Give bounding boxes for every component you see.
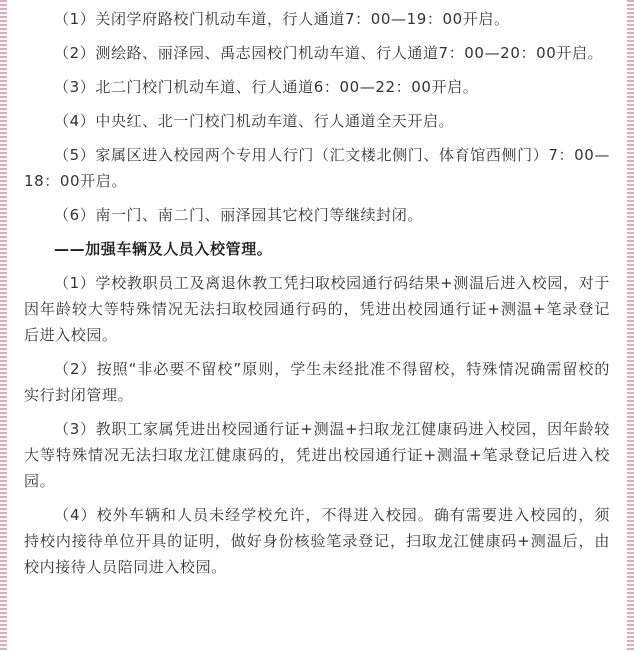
entry-rule-4: （4）校外车辆和人员未经学校允许，不得进入校园。确有需要进入校园的，须持校内接待单位开具的证明，做好身份核验笔录登记，扫取龙江健康码+测温后，由校内接待人员陪同进入校园。 bbox=[24, 506, 610, 576]
gate-rule-4: （4）中央红、北一门校门机动车道、行人通道全天开启。 bbox=[54, 112, 455, 130]
gate-rule-2: （2）测绘路、丽泽园、禹志园校门机动车道、行人通道7：00—20：00开启。 bbox=[54, 44, 604, 62]
gate-rule-5: （5）家属区进入校园两个专用人行门（汇文楼北侧门、体育馆西侧门）7：00—18：00开启。 bbox=[24, 146, 610, 190]
entry-rule-1: （1）学校教职员工及离退休教工凭扫取校园通行码结果+测温后进入校园，对于因年龄较大等特殊情况无法扫取校园通行码的，凭进出校园通行证+测温+笔录登记后进入校园。 bbox=[24, 274, 610, 344]
decorative-border-right bbox=[627, 0, 634, 651]
gate-rule-3: （3）北二门校门机动车道、行人通道6：00—22：00开启。 bbox=[54, 78, 479, 96]
entry-rule-2: （2）按照“非必要不留校”原则，学生未经批准不得留校，特殊情况确需留校的实行封闭管理。 bbox=[24, 360, 610, 404]
article-body bbox=[24, 6, 610, 588]
section-heading: ——加强车辆及人员入校管理。 bbox=[54, 240, 273, 258]
decorative-border-left bbox=[0, 0, 7, 651]
gate-rule-6: （6）南一门、南二门、丽泽园其它校门等继续封闭。 bbox=[54, 206, 423, 224]
gate-rule-1: （1）关闭学府路校门机动车道，行人通道7：00—19：00开启。 bbox=[54, 10, 510, 28]
entry-rule-3: （3）教职工家属凭进出校园通行证+测温+扫取龙江健康码进入校园，因年龄较大等特殊情况无法扫取龙江健康码的，凭进出校园通行证+测温+笔录登记后进入校园。 bbox=[24, 420, 610, 490]
